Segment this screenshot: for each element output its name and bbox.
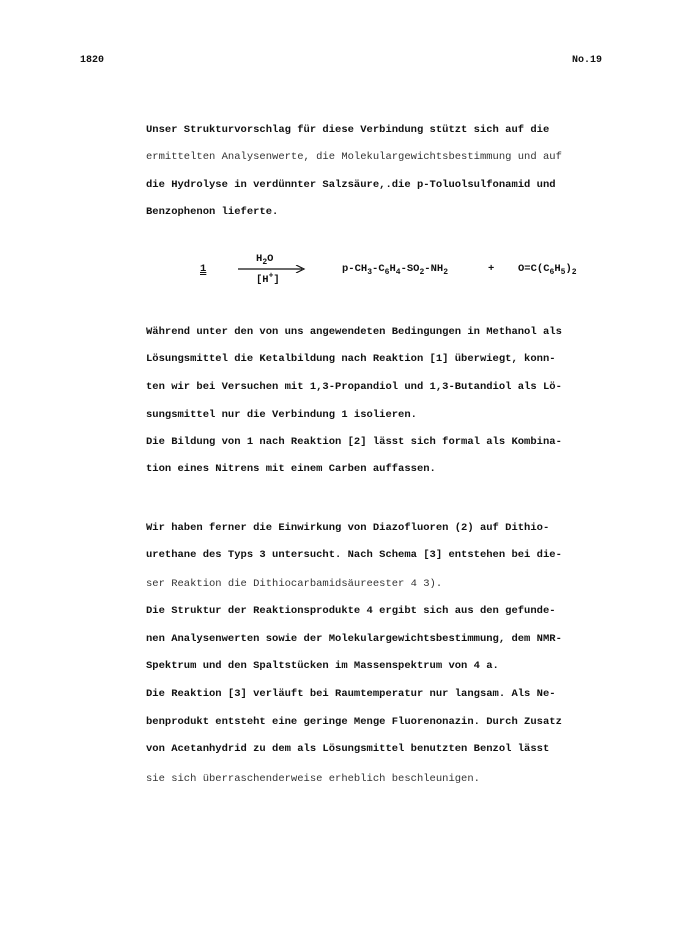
text-line: Wir haben ferner die Einwirkung von Diazofluoren (2) auf Dithio- xyxy=(146,522,550,534)
text-line: urethane des Typs 3 untersucht. Nach Schema [3] entstehen bei die- xyxy=(146,549,562,561)
text-line: benprodukt entsteht eine geringe Menge Fluorenonazin. Durch Zusatz xyxy=(146,716,562,728)
text-line: die Hydrolyse in verdünnter Salzsäure,.die p-Toluolsulfonamid und xyxy=(146,179,556,191)
hydrolysis-equation xyxy=(0,253,680,293)
product-toluenesulfonamide: $p-CH_3-C_6H_4-SO_2-NH_2$ xyxy=(342,263,449,278)
text-line: Die Struktur der Reaktionsprodukte 4 ergibt sich aus den gefunde- xyxy=(146,605,556,617)
text-line: Benzophenon lieferte. xyxy=(146,206,279,218)
text-line: ten wir bei Versuchen mit 1,3-Propandiol und 1,3-Butandiol als Lö- xyxy=(146,381,562,393)
text-line: Unser Strukturvorschlag für diese Verbindung stützt sich auf die xyxy=(146,124,550,136)
page-number: 1820 xyxy=(80,55,105,66)
text-line: Die Reaktion [3] verläuft bei Raumtemperatur nur langsam. Als Ne- xyxy=(146,688,556,700)
issue-number: No.19 xyxy=(571,55,602,66)
product-benzophenone: $O=C(C_6H_5)_2$ xyxy=(518,263,577,278)
text-line: Spektrum und den Spaltstücken im Massenspektrum von 4 a. xyxy=(146,660,499,672)
reagent-water: $H_2O$ xyxy=(256,253,274,268)
text-line: sungsmittel nur die Verbindung 1 isolieren. xyxy=(146,409,417,421)
text-line: Während unter den von uns angewendeten Bedingungen in Methanol als xyxy=(146,326,562,338)
compound-number-1: 1 xyxy=(200,263,207,275)
plus-sign: + xyxy=(488,263,495,275)
text-line: tion eines Nitrens mit einem Carben auffassen. xyxy=(146,463,436,475)
text-line: ermittelten Analysenwerte, die Molekulargewichtsbestimmung und auf xyxy=(146,151,562,163)
reagent-acid: [H+] xyxy=(256,271,280,286)
text-line: ser Reaktion die Dithiocarbamidsäureester 4 3). xyxy=(146,578,443,590)
text-line: Die Bildung von 1 nach Reaktion [2] lässt sich formal als Kombina- xyxy=(146,436,562,448)
text-line: von Acetanhydrid zu dem als Lösungsmittel benutzten Benzol lässt xyxy=(146,743,550,755)
text-line: Lösungsmittel die Ketalbildung nach Reaktion [1] überwiegt, konn- xyxy=(146,353,556,365)
text-line: sie sich überraschenderweise erheblich beschleunigen. xyxy=(146,773,480,785)
text-line: nen Analysenwerten sowie der Molekulargewichtsbestimmung, dem NMR- xyxy=(146,633,562,645)
